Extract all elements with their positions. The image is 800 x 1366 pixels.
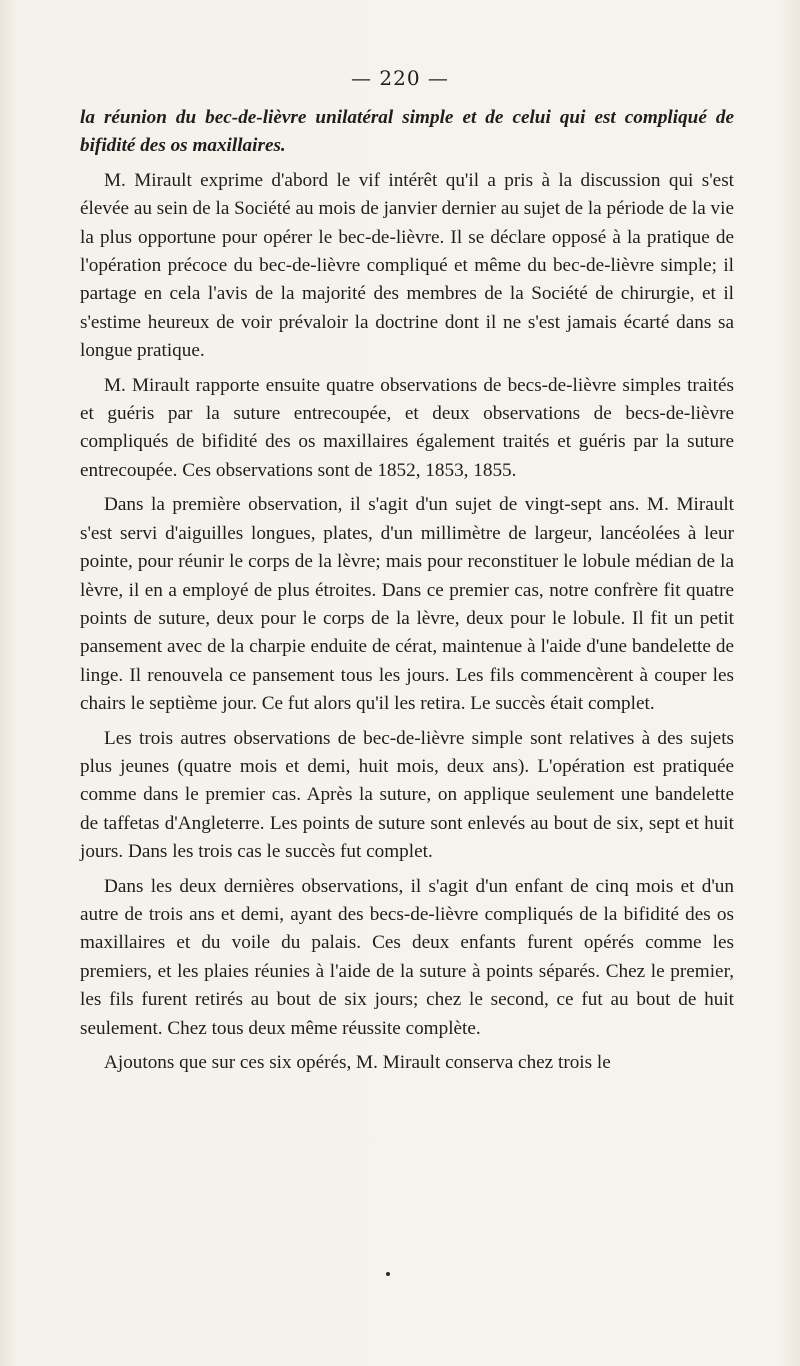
paragraph: Ajoutons que sur ces six opérés, M. Mirault conserva chez trois le: [104, 1052, 611, 1073]
paragraph: Dans les deux dernières observations, il s'agit d'un enfant de cinq mois et d'un autre de trois ans et demi, ayant des becs-de-lièvre compliqués de la bifidité des os maxillaires et du voile du palais. Ces deux enfants furent opérés comme les premiers, et les plaies réunies à l'aide de la suture à points séparés. Chez le premier, les fils furent retirés au bout de six jours; chez le second, ce fut au bout de huit seulement. Chez tous deux même réussite complète.: [80, 875, 734, 1039]
paragraph: Les trois autres observations de bec-de-lièvre simple sont relatives à des sujets plus jeunes (quatre mois et demi, huit mois, deux ans). L'opération est pratiquée comme dans le premier cas. Après la suture, on applique seulement une bandelette de taffetas d'Angleterre. Les points de suture sont enlevés au bout de six, sept et huit jours. Dans les trois cas le succès fut complet.: [80, 727, 734, 863]
paragraph-continuation: la réunion du bec-de-lièvre unilatéral simple et de celui qui est compliqué de bifidité des os maxillaires.: [80, 107, 734, 157]
page-number: — 220 —: [351, 66, 449, 90]
paragraph: M. Mirault rapporte ensuite quatre observations de becs-de-lièvre simples traités et guéris par la suture entrecoupée, et deux observations de becs-de-lièvre compliqués de bifidité des os maxillaires également traités et guéris par la suture entrecoupée. Ces observations sont de 1852, 1853, 1855.: [80, 374, 734, 481]
body-text: [80, 104, 734, 1083]
ink-speck: [386, 1272, 390, 1276]
paragraph: Dans la première observation, il s'agit d'un sujet de vingt-sept ans. M. Mirault s'est servi d'aiguilles longues, plates, d'un millimètre de largeur, lancéolées à leur pointe, pour réunir le corps de la lèvre; mais pour reconstituer le lobule médian de la lèvre, il en a employé de plus étroites. Dans ce premier cas, notre confrère fit quatre points de suture, deux pour le corps de la lèvre, deux pour le lobule. Il fit un petit pansement avec de la charpie enduite de cérat, maintenue à l'aide d'une bandelette de linge. Il renouvela ce pansement tous les jours. Les fils commencèrent à couper les chairs le septième jour. Ce fut alors qu'il les retira. Le succès était complet.: [80, 494, 734, 715]
paragraph: M. Mirault exprime d'abord le vif intérêt qu'il a pris à la discussion qui s'est élevée au sein de la Société au mois de janvier dernier au sujet de la période de la vie la plus opportune pour opérer le bec-de-lièvre. Il se déclare opposé à la pratique de l'opération précoce du bec-de-lièvre compliqué et même du bec-de-lièvre simple; il partage en cela l'avis de la majorité des membres de la Société de chirurgie, et il s'estime heureux de voir prévaloir la doctrine dont il ne s'est jamais écarté dans sa longue pratique.: [80, 169, 734, 362]
